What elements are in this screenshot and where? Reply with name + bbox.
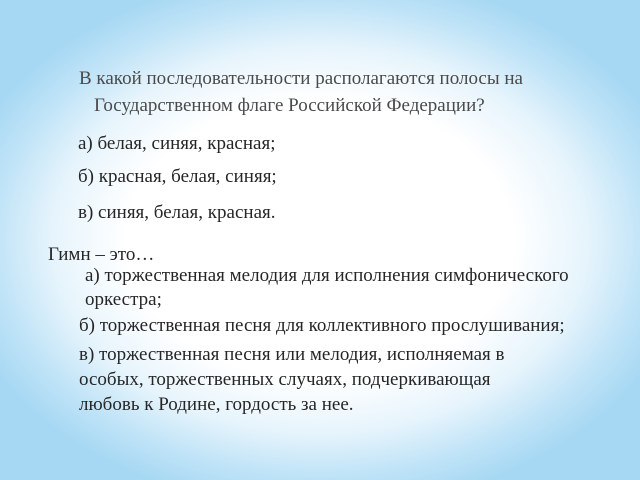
answer-anthem-option-c-line-1: в) торжественная песня или мелодия, исполняемая в bbox=[79, 344, 505, 365]
answer-anthem-option-c-line-3: любовь к Родине, гордость за нее. bbox=[79, 394, 354, 415]
question-flag-line-2: Государственном флаге Российской Федерации? bbox=[94, 95, 485, 116]
question-anthem-title: Гимн – это… bbox=[48, 244, 155, 265]
answer-anthem-option-c-line-2: особых, торжественных случаях, подчеркивающая bbox=[79, 369, 491, 390]
answer-flag-option-a: а) белая, синяя, красная; bbox=[78, 133, 276, 154]
answer-anthem-option-b: б) торжественная песня для коллективного прослушивания; bbox=[79, 315, 565, 336]
answer-flag-option-c: в) синяя, белая, красная. bbox=[78, 202, 276, 223]
question-flag-line-1: В какой последовательности располагаются полосы на bbox=[79, 68, 523, 89]
answer-anthem-option-a-line-1: а) торжественная мелодия для исполнения симфонического bbox=[85, 265, 569, 286]
answer-flag-option-b: б) красная, белая, синяя; bbox=[78, 166, 277, 187]
answer-anthem-option-a-line-2: оркестра; bbox=[85, 289, 162, 310]
